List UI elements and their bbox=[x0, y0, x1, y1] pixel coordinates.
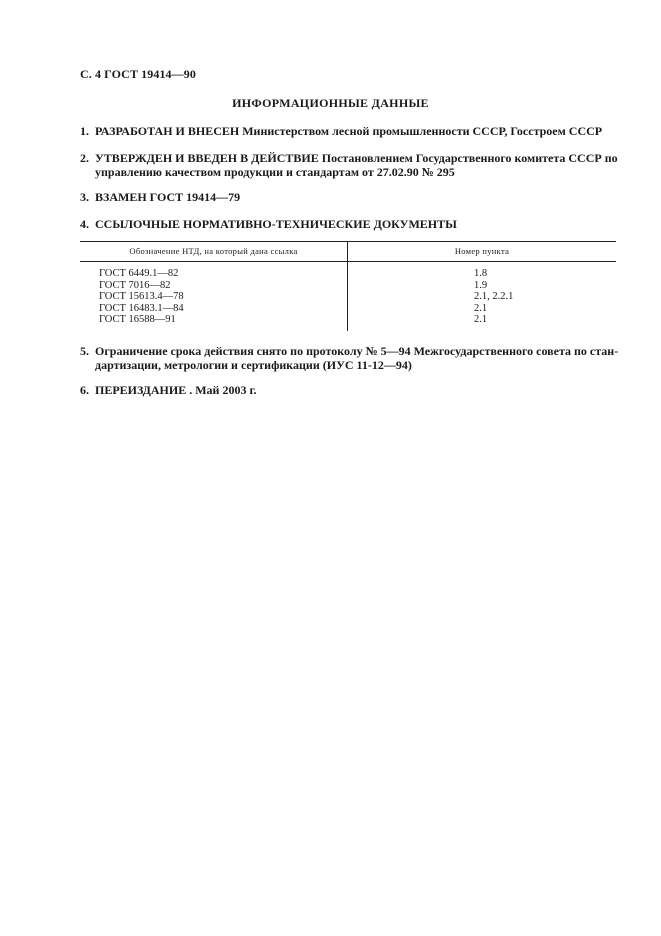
item-number: 6. bbox=[80, 383, 89, 397]
item-text: . Май 2003 г. bbox=[189, 383, 257, 397]
page-header: С. 4 ГОСТ 19414—90 bbox=[80, 67, 196, 81]
table-cell-clause: 2.1 bbox=[474, 302, 488, 314]
table-cell-document: ГОСТ 15613.4—78 bbox=[99, 291, 184, 302]
item-continuation: дартизации, метрологии и сертификации (ИУС 11-12—94) bbox=[95, 358, 412, 372]
table-cell-document: ГОСТ 7016—82 bbox=[99, 279, 171, 291]
info-item-6 bbox=[80, 383, 620, 397]
table-cell-document: ГОСТ 16483.1—84 bbox=[99, 302, 184, 314]
item-heading: ССЫЛОЧНЫЕ НОРМАТИВНО-ТЕХНИЧЕСКИЕ ДОКУМЕНТЫ bbox=[95, 217, 457, 231]
item-text: Постановлением Государственного комитета СССР по bbox=[321, 151, 618, 165]
item-number: 4. bbox=[80, 217, 89, 231]
table-cell-clause: 2.1 bbox=[474, 314, 488, 325]
item-number: 3. bbox=[80, 190, 89, 204]
item-heading: РАЗРАБОТАН И ВНЕСЕН bbox=[95, 124, 240, 138]
table-header-document: Обозначение НТД, на который дана ссылка bbox=[129, 246, 298, 256]
info-item-2 bbox=[80, 151, 620, 179]
table-cell-document: ГОСТ 6449.1—82 bbox=[99, 268, 179, 279]
table-top-rule bbox=[80, 241, 616, 242]
section-title: ИНФОРМАЦИОННЫЕ ДАННЫЕ bbox=[232, 96, 429, 110]
item-number: 1. bbox=[80, 124, 89, 138]
item-heading: УТВЕРЖДЕН И ВВЕДЕН В ДЕЙСТВИЕ bbox=[95, 151, 319, 165]
references-table bbox=[80, 241, 616, 331]
table-header-rule bbox=[80, 261, 616, 262]
table-cell-clause: 1.9 bbox=[474, 279, 488, 291]
item-heading: ПЕРЕИЗДАНИЕ bbox=[95, 383, 187, 397]
info-item-4 bbox=[80, 217, 620, 231]
table-cell-clause: 2.1, 2.2.1 bbox=[474, 291, 514, 302]
item-number: 5. bbox=[80, 344, 89, 358]
item-text: Министерством лесной промышленности СССР, Госстроем СССР bbox=[242, 124, 603, 138]
info-item-5 bbox=[80, 344, 620, 372]
item-text: Ограничение срока действия снято по протоколу № 5—94 Межгосударственного совета по стан- bbox=[95, 344, 619, 358]
table-cell-clause: 1.8 bbox=[474, 268, 488, 279]
table-cell-document: ГОСТ 16588—91 bbox=[99, 314, 176, 325]
table-column-clauses bbox=[474, 268, 513, 326]
info-item-1 bbox=[80, 124, 620, 138]
table-header-clause: Номер пункта bbox=[454, 246, 510, 256]
table-column-documents bbox=[99, 268, 184, 326]
item-heading: ВЗАМЕН ГОСТ 19414—79 bbox=[95, 190, 241, 204]
item-number: 2. bbox=[80, 151, 89, 165]
info-item-3 bbox=[80, 190, 620, 204]
item-continuation: управлению качеством продукции и стандартам от 27.02.90 № 295 bbox=[95, 165, 455, 179]
